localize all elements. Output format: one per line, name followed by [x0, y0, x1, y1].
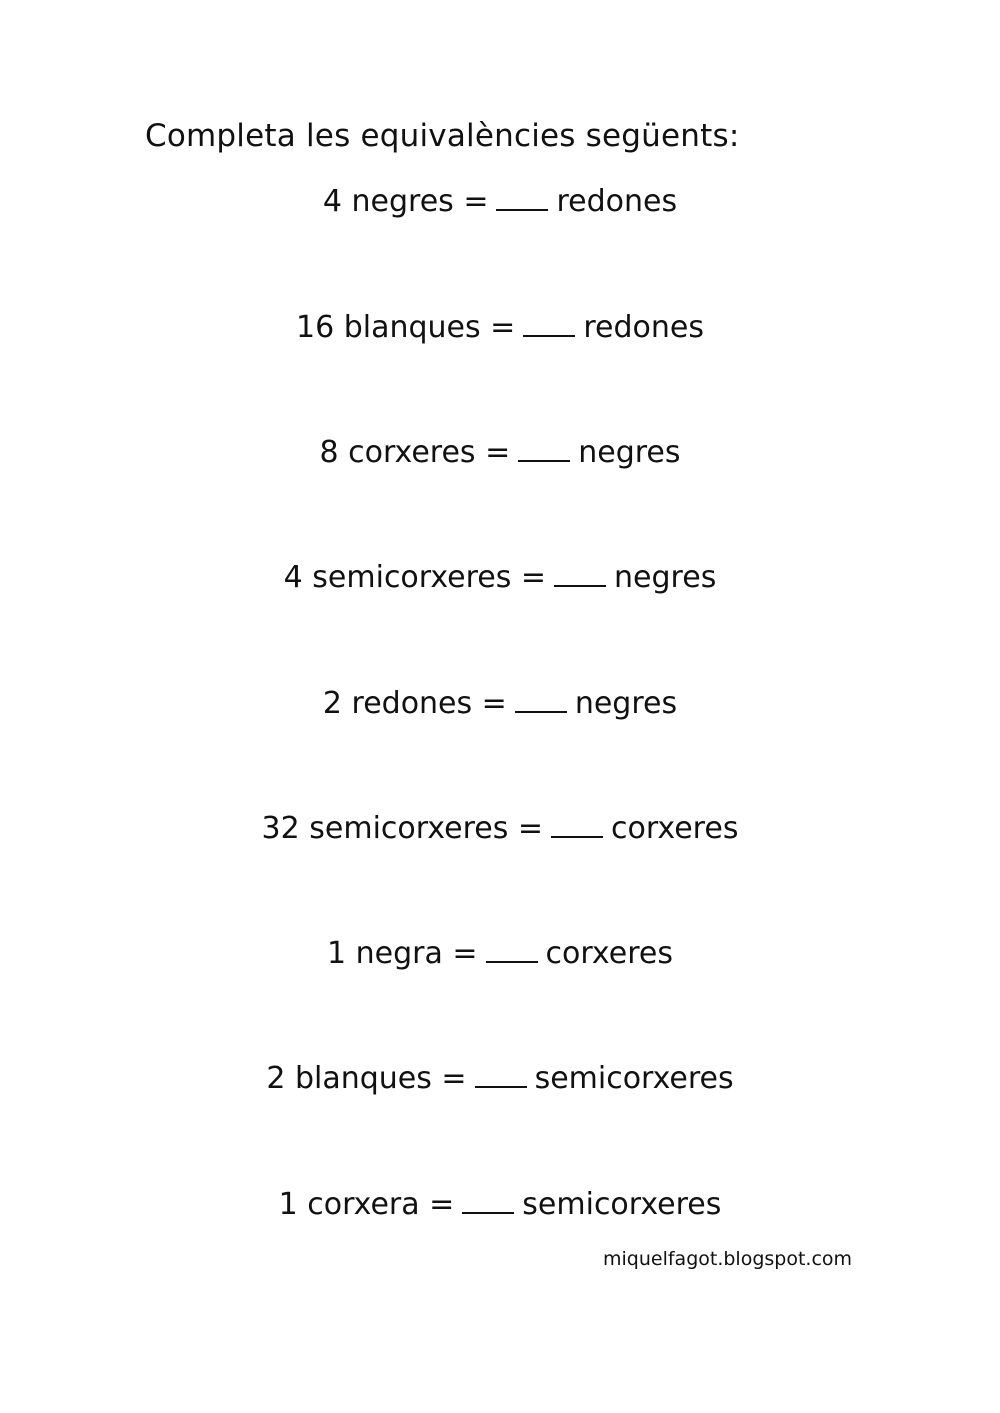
answer-blank[interactable]: [554, 559, 606, 587]
answer-blank[interactable]: [551, 810, 603, 838]
equivalence-row: [0, 1059, 1000, 1099]
row-left-text: 4 negres =: [322, 184, 489, 219]
worksheet-title: Completa les equivalències següents:: [145, 118, 740, 154]
row-left-text: 1 corxera =: [278, 1187, 455, 1222]
row-left-text: 1 negra =: [327, 936, 478, 971]
equivalence-row: [0, 934, 1000, 974]
answer-blank[interactable]: [515, 685, 567, 713]
row-right-text: redones: [583, 310, 704, 345]
row-right-text: negres: [614, 560, 717, 595]
answer-blank[interactable]: [462, 1186, 514, 1214]
row-right-text: semicorxeres: [522, 1187, 722, 1222]
row-right-text: corxeres: [545, 936, 673, 971]
equivalence-row: [0, 308, 1000, 348]
row-left-text: 8 corxeres =: [319, 435, 511, 470]
answer-blank[interactable]: [475, 1060, 527, 1088]
row-right-text: corxeres: [611, 811, 739, 846]
row-right-text: redones: [556, 184, 678, 219]
equivalence-row: [0, 809, 1000, 849]
source-footer: miquelfagot.blogspot.com: [603, 1248, 853, 1270]
answer-blank[interactable]: [518, 434, 570, 462]
equivalence-row: [0, 433, 1000, 473]
row-right-text: negres: [578, 435, 681, 470]
equivalence-row: [0, 182, 1000, 222]
equivalence-row: [0, 684, 1000, 724]
row-right-text: negres: [574, 686, 678, 721]
row-right-text: semicorxeres: [534, 1061, 734, 1096]
row-left-text: 4 semicorxeres =: [283, 560, 547, 595]
equivalence-row: [0, 1185, 1000, 1225]
row-left-text: 16 blanques =: [296, 310, 516, 345]
equivalence-row: [0, 558, 1000, 598]
row-left-text: 32 semicorxeres =: [261, 811, 544, 846]
answer-blank[interactable]: [496, 183, 548, 211]
answer-blank[interactable]: [486, 935, 538, 963]
row-left-text: 2 blanques =: [266, 1061, 467, 1096]
row-left-text: 2 redones =: [322, 686, 507, 721]
answer-blank[interactable]: [523, 309, 575, 337]
